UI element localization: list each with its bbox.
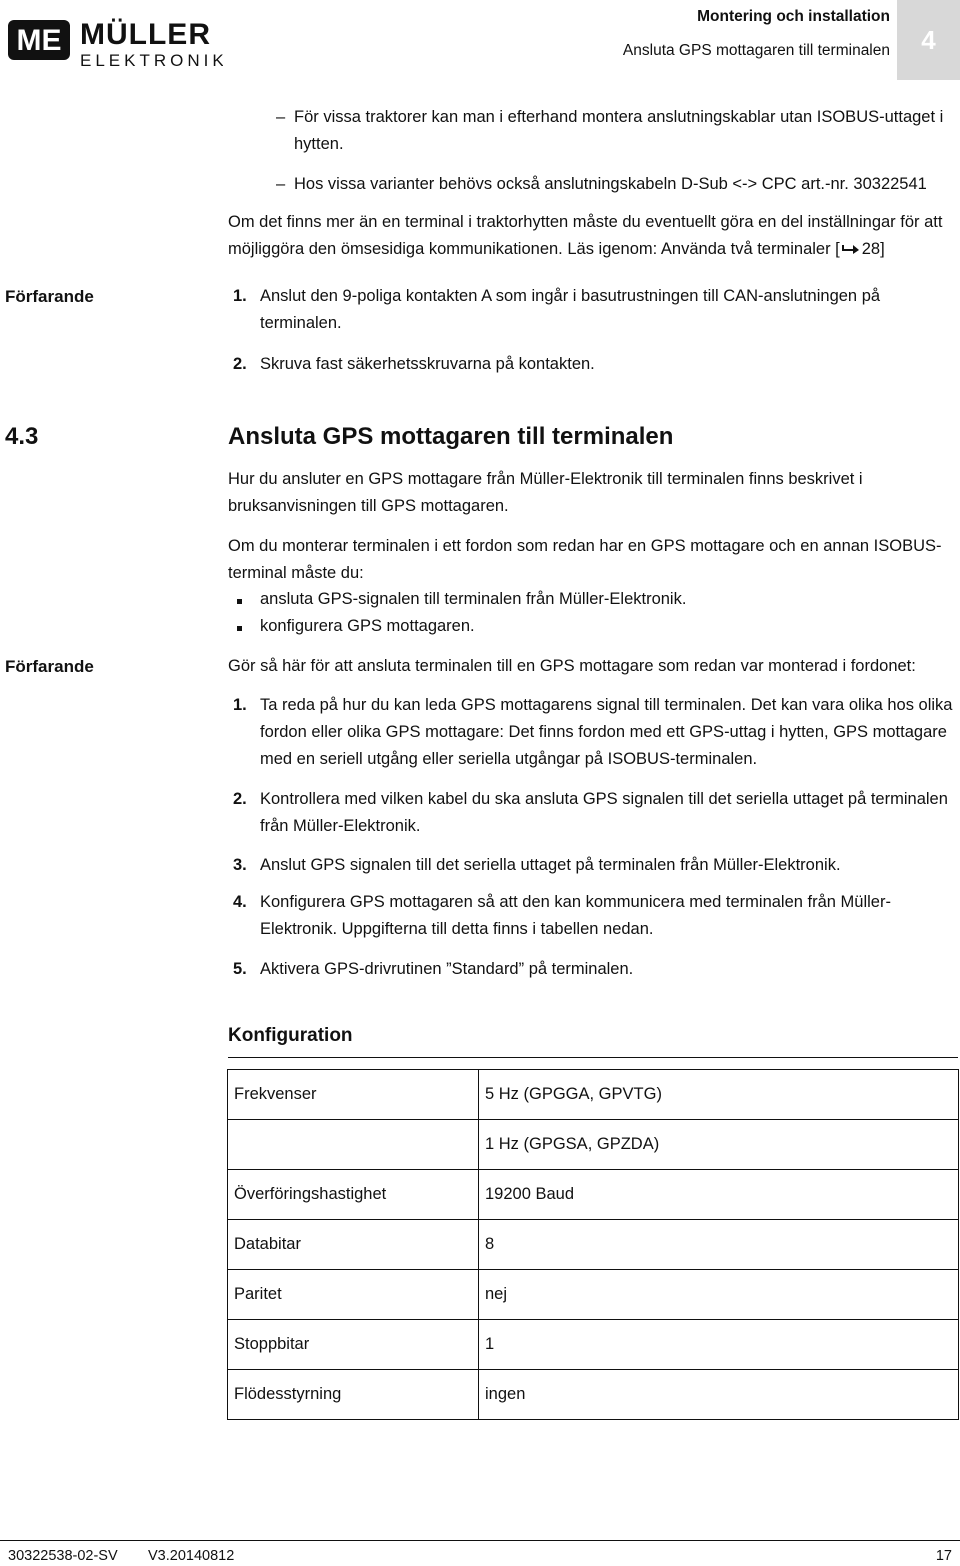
section-para-2-line-1: Om du monterar terminalen i ett fordon som redan har en GPS mottagare och en annan ISOBUS-	[228, 537, 942, 555]
step-number: 1.	[233, 287, 247, 305]
note-line-2	[228, 240, 885, 259]
step-number: 2.	[233, 790, 247, 808]
table-row	[228, 1320, 959, 1370]
note-text: möjliggöra den ömsesidiga kommunikationen. Läs igenom: Använda två terminaler [	[228, 240, 840, 258]
bullet-item: konfigurera GPS mottagaren.	[260, 617, 475, 635]
list-dash: –	[276, 175, 286, 193]
header-section-title: Ansluta GPS mottagaren till terminalen	[622, 42, 890, 59]
step-text: Anslut GPS signalen till det seriella uttaget på terminalen från Müller-Elektronik.	[260, 856, 841, 874]
step-text: fordon eller olika GPS mottagare: Det finns fordon med ett GPS-uttag i hytten, GPS mottagare	[260, 723, 947, 741]
step-text: Ta reda på hur du kan leda GPS mottagarens signal till terminalen. Det kan vara olika hos olika	[260, 696, 953, 714]
table-cell-value: 8	[479, 1220, 959, 1270]
section-para-1-line-2: bruksanvisningen till GPS mottagaren.	[228, 497, 509, 515]
step-number: 5.	[233, 960, 247, 978]
bullet-item: ansluta GPS-signalen till terminalen från Müller-Elektronik.	[260, 590, 687, 608]
header-chapter-title: Montering och installation	[697, 8, 890, 25]
table-cell-label: Frekvenser	[228, 1070, 479, 1120]
footer-version: V3.20140812	[148, 1548, 235, 1564]
footer-divider	[0, 1540, 960, 1541]
step-text: Elektronik. Uppgifterna till detta finns i tabellen nedan.	[260, 920, 654, 938]
note-ref-link[interactable]: 28]	[861, 240, 885, 258]
table-cell-value: 19200 Baud	[479, 1170, 959, 1220]
note-line-1: Om det finns mer än en terminal i traktorhytten måste du eventuellt göra en del inställningar för att	[228, 213, 943, 231]
step-number: 1.	[233, 696, 247, 714]
section-title: Ansluta GPS mottagaren till terminalen	[228, 423, 674, 450]
bullet-marker	[237, 626, 242, 631]
table-row	[228, 1070, 959, 1120]
config-table	[227, 1069, 959, 1420]
logo-line2: ELEKTRONIK	[80, 51, 223, 70]
config-heading: Konfiguration	[228, 1025, 353, 1046]
table-row	[228, 1270, 959, 1320]
table-row	[228, 1370, 959, 1420]
step-text: terminalen.	[260, 314, 342, 332]
step-text: Kontrollera med vilken kabel du ska ansluta GPS signalen till det seriella uttaget på terminalen	[260, 790, 948, 808]
step-number: 4.	[233, 893, 247, 911]
table-cell-label: Överföringshastighet	[228, 1170, 479, 1220]
step-text: Skruva fast säkerhetsskruvarna på kontakten.	[260, 355, 595, 373]
intro-item-1-line-2: hytten.	[294, 135, 344, 153]
step-number: 3.	[233, 856, 247, 874]
list-dash: –	[276, 108, 286, 126]
section-para-2-line-2: terminal måste du:	[228, 564, 364, 582]
procedure-label: Förfarande	[5, 657, 94, 676]
section-number: 4.3	[5, 423, 39, 450]
table-cell-value: 5 Hz (GPGGA, GPVTG)	[479, 1070, 959, 1120]
table-cell-value: 1 Hz (GPGSA, GPZDA)	[479, 1120, 959, 1170]
step-number: 2.	[233, 355, 247, 373]
step-text: Aktivera GPS-drivrutinen ”Standard” på terminalen.	[260, 960, 634, 978]
table-cell-value: nej	[479, 1270, 959, 1320]
table-cell-value: 1	[479, 1320, 959, 1370]
section-para-1-line-1: Hur du ansluter en GPS mottagare från Müller-Elektronik till terminalen finns beskrivet i	[228, 470, 863, 488]
table-cell-value: ingen	[479, 1370, 959, 1420]
table-cell-label	[228, 1120, 479, 1170]
bullet-marker	[237, 599, 242, 604]
step-text: Konfigurera GPS mottagaren så att den kan kommunicera med terminalen från Müller-	[260, 893, 891, 911]
table-row	[228, 1220, 959, 1270]
intro-item-2-line-1: Hos vissa varianter behövs också anslutningskabeln D-Sub <-> CPC art.-nr. 30322541	[294, 175, 927, 193]
chapter-number-tab	[897, 0, 960, 80]
procedure-label: Förfarande	[5, 287, 94, 306]
table-cell-label: Stoppbitar	[228, 1320, 479, 1370]
logo-mark: ME	[16, 24, 62, 57]
table-cell-label: Paritet	[228, 1270, 479, 1320]
step-text: Anslut den 9-poliga kontakten A som ingår i basutrustningen till CAN-anslutningen på	[260, 287, 881, 305]
procedure-intro: Gör så här för att ansluta terminalen till en GPS mottagare som redan var monterad i fordonet:	[228, 657, 916, 675]
table-row	[228, 1170, 959, 1220]
arrow-right-icon	[842, 241, 860, 253]
table-cell-label: Flödesstyrning	[228, 1370, 479, 1420]
company-logo	[8, 14, 223, 70]
table-row	[228, 1120, 959, 1170]
intro-item-1-line-1: För vissa traktorer kan man i efterhand montera anslutningskablar utan ISOBUS-uttaget i	[294, 108, 944, 126]
heading-divider	[228, 1057, 958, 1058]
chapter-number: 4	[921, 24, 936, 55]
step-text: med en seriell utgång eller seriella utgångar på ISOBUS-terminalen.	[260, 750, 758, 768]
footer-page-number: 17	[935, 1548, 952, 1564]
table-cell-label: Databitar	[228, 1220, 479, 1270]
step-text: från Müller-Elektronik.	[260, 817, 421, 835]
logo-line1: MÜLLER	[80, 18, 211, 51]
footer-doc-number: 30322538-02-SV	[8, 1548, 118, 1564]
